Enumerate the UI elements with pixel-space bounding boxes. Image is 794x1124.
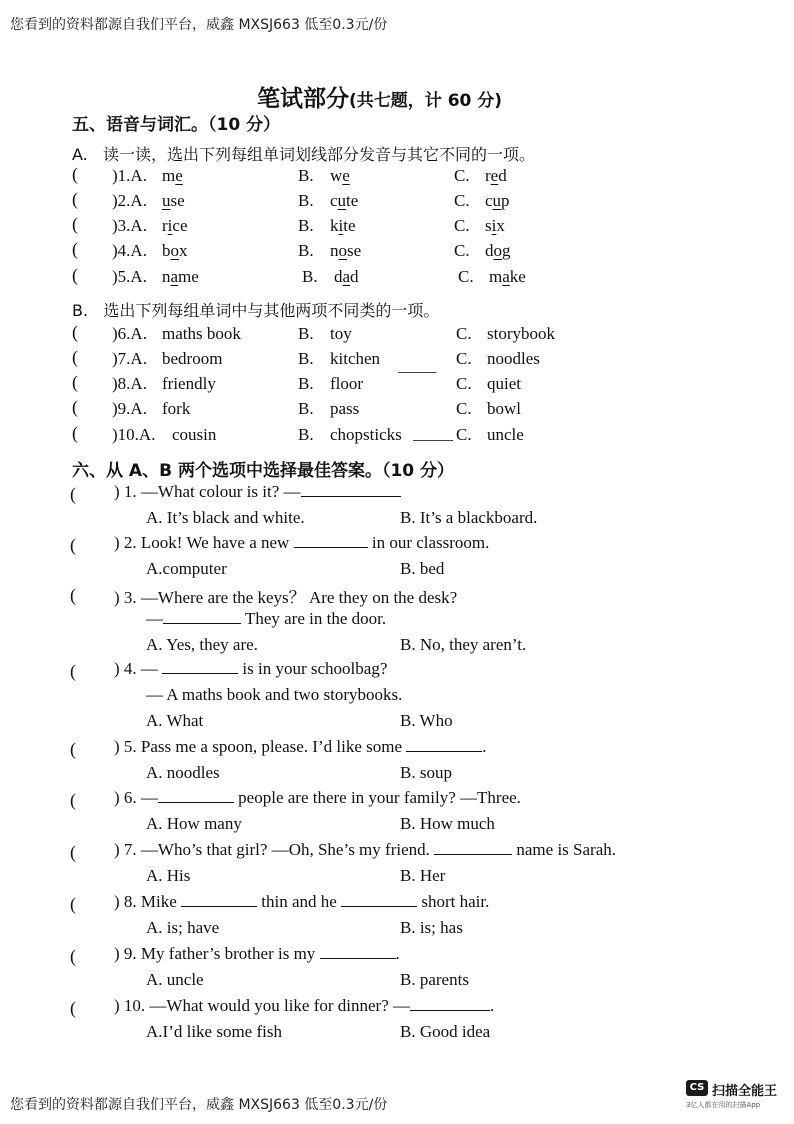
answer-paren[interactable]: (	[72, 214, 78, 234]
section5-heading: 五、语音与词汇。（10 分）	[72, 115, 281, 135]
text-segment: .	[490, 996, 495, 1015]
question-followup	[146, 685, 402, 705]
option-label: C.	[454, 216, 470, 235]
answer-paren[interactable]: (	[70, 585, 76, 605]
text-segment: thin and he	[257, 892, 342, 911]
option-label: C.	[456, 349, 472, 368]
word-und: a	[342, 267, 351, 286]
text-segment: .	[482, 737, 487, 756]
option-b: kitchen	[330, 349, 381, 368]
text-segment: is in your schoolbag?	[238, 659, 388, 678]
option-c: bowl	[487, 399, 521, 418]
option-b: floor	[330, 374, 364, 393]
option-label: B.	[298, 241, 314, 260]
option-label: B.	[298, 324, 314, 343]
answer-blank[interactable]	[181, 905, 257, 907]
option-a: A. What	[146, 711, 204, 730]
partB-label: B.	[72, 301, 89, 320]
option-label: B.	[298, 216, 314, 235]
option-word	[485, 191, 510, 211]
answer-blank[interactable]	[406, 750, 482, 752]
word-und: i	[167, 216, 173, 235]
word-pre: b	[162, 241, 171, 260]
cs-logo-icon: CS	[686, 1080, 708, 1096]
word-pre: m	[489, 267, 503, 286]
word-post: te	[346, 191, 359, 210]
text-segment: .	[395, 944, 400, 963]
text-segment: name is Sarah.	[512, 840, 616, 859]
question-text	[114, 892, 489, 912]
answer-paren[interactable]: (	[70, 842, 76, 862]
option-a: A.I’d like some fish	[146, 1022, 282, 1041]
option-c: storybook	[487, 324, 555, 343]
option-word	[485, 216, 505, 236]
word-und: o	[170, 241, 179, 260]
word-pre: r	[162, 216, 168, 235]
word-post: te	[343, 216, 356, 235]
title-main: 笔试部分	[257, 86, 349, 112]
word-und: o	[338, 241, 347, 260]
partA-instruction: A. 读一读，选出下列每组单词划线部分发音与其它不同的一项。	[72, 145, 536, 164]
word-und: u	[492, 191, 502, 210]
word-und: i	[491, 216, 497, 235]
option-label: C.	[454, 191, 470, 210]
text-segment: ) 4. —	[114, 659, 163, 678]
option-b: B. bed	[400, 559, 445, 578]
word-post: se	[347, 241, 362, 260]
option-label: B.	[298, 425, 314, 444]
word-post: x	[496, 216, 505, 235]
question-number: )2.A.	[112, 191, 147, 210]
option-a: bedroom	[162, 349, 223, 368]
option-b: B. No, they aren’t.	[400, 635, 527, 654]
word-und: u	[162, 191, 171, 210]
text-segment: ) 9. My father’s brother is my	[114, 944, 320, 963]
option-label: C.	[456, 399, 472, 418]
question-number: )1.A.	[112, 166, 147, 185]
word-und: e	[490, 166, 499, 185]
answer-paren[interactable]: (	[70, 894, 76, 914]
answer-blank[interactable]	[434, 853, 512, 855]
option-word	[485, 241, 511, 261]
option-word	[330, 191, 358, 211]
answer-paren[interactable]: (	[72, 322, 78, 342]
partB-instruction: B. 选出下列每组单词中与其他两项不同类的一项。	[72, 301, 440, 320]
answer-blank[interactable]	[301, 495, 401, 497]
question-text	[114, 788, 521, 808]
option-a: A. How many	[146, 814, 242, 833]
option-a: friendly	[162, 374, 216, 393]
word-pre: c	[330, 191, 338, 210]
question-text	[114, 659, 387, 679]
option-label: B.	[302, 267, 318, 286]
option-a: cousin	[172, 425, 217, 444]
partA-label: A.	[72, 145, 88, 164]
option-label: C.	[456, 374, 472, 393]
word-post: p	[501, 191, 510, 210]
word-pre: r	[485, 166, 491, 185]
word-und: e	[175, 166, 183, 185]
option-a: A. is; have	[146, 918, 220, 937]
section6-heading: 六、从 A、B 两个选项中选择最佳答案。（10 分）	[72, 461, 455, 481]
option-label: B.	[298, 349, 314, 368]
word-pre: w	[330, 166, 343, 185]
answer-paren[interactable]: (	[70, 790, 76, 810]
option-a: A. His	[146, 866, 191, 885]
word-und: o	[493, 241, 502, 260]
option-word	[489, 267, 526, 287]
option-label: C.	[456, 324, 472, 343]
answer-paren[interactable]: (	[72, 347, 78, 367]
option-a: A. Yes, they are.	[146, 635, 258, 654]
question-followup	[146, 609, 386, 629]
option-b: B. is; has	[400, 918, 463, 937]
option-a: maths book	[162, 324, 241, 343]
option-a: A. It’s black and white.	[146, 508, 305, 527]
word-pre: m	[162, 166, 176, 185]
word-post: se	[170, 191, 185, 210]
text-segment: — A maths book and two storybooks.	[146, 685, 403, 704]
text-segment: ) 10. —What would you like for dinner? —	[114, 996, 411, 1015]
word-und: u	[337, 191, 347, 210]
option-label: C.	[454, 241, 470, 260]
option-word	[330, 216, 356, 236]
question-number: )9.A.	[112, 399, 147, 418]
word-post: d	[498, 166, 507, 185]
text-segment: —	[146, 609, 163, 628]
option-label: C.	[454, 166, 470, 185]
text-segment: ) 8. Mike	[114, 892, 182, 911]
answer-paren[interactable]: (	[72, 397, 78, 417]
option-c: uncle	[487, 425, 524, 444]
scanner-app-tagline: 3亿人都在用的扫描App	[686, 1101, 761, 1109]
word-post: d	[350, 267, 359, 286]
page-title	[257, 80, 502, 113]
option-a: A. noodles	[146, 763, 220, 782]
word-post: ke	[509, 267, 526, 286]
answer-blank[interactable]	[320, 957, 396, 959]
scanner-app-name: 扫描全能王	[712, 1084, 778, 1099]
text-segment: people are there in your family? —Three.	[233, 788, 521, 807]
question-text	[114, 533, 489, 553]
text-segment: They are in the door.	[241, 609, 387, 628]
text-segment: ) 2. Look! We have a new	[114, 533, 294, 552]
text-segment: in our classroom.	[367, 533, 490, 552]
word-post: ce	[172, 216, 188, 235]
answer-paren[interactable]: (	[70, 535, 76, 555]
answer-paren[interactable]: (	[72, 164, 78, 184]
option-word	[330, 241, 361, 261]
option-label: B.	[298, 399, 314, 418]
option-word	[162, 241, 188, 261]
word-und: a	[170, 267, 179, 286]
option-a: fork	[162, 399, 191, 418]
option-b: B. Who	[400, 711, 453, 730]
answer-blank[interactable]	[294, 546, 368, 548]
option-b: B. parents	[400, 970, 469, 989]
answer-blank[interactable]	[162, 672, 238, 674]
question-number: )7.A.	[112, 349, 147, 368]
answer-paren[interactable]: (	[72, 239, 78, 259]
word-pre: n	[162, 267, 171, 286]
answer-blank[interactable]	[163, 622, 241, 624]
answer-paren[interactable]: (	[72, 265, 78, 285]
text-segment: ) 6. —	[114, 788, 158, 807]
option-b: B. soup	[400, 763, 452, 782]
word-pre: s	[485, 216, 492, 235]
question-text	[114, 737, 487, 757]
text-segment: ) 1. —What colour is it? —	[114, 482, 301, 501]
option-a: A. uncle	[146, 970, 204, 989]
word-pre: k	[330, 216, 339, 235]
question-text	[114, 996, 494, 1016]
word-post: me	[178, 267, 199, 286]
scan-mark	[398, 372, 436, 373]
option-word	[162, 166, 183, 186]
option-word	[162, 191, 185, 211]
word-pre: c	[485, 191, 493, 210]
option-b: toy	[330, 324, 352, 343]
option-label: C.	[456, 425, 472, 444]
text-segment: ) 5. Pass me a spoon, please. I’d like some	[114, 737, 407, 756]
question-text	[114, 583, 457, 608]
question-number: )6.A.	[112, 324, 147, 343]
answer-blank[interactable]	[410, 1009, 490, 1011]
option-b: B. Good idea	[400, 1022, 491, 1041]
word-post: g	[502, 241, 511, 260]
option-word	[485, 166, 507, 186]
option-b: B. How much	[400, 814, 495, 833]
answer-paren[interactable]: (	[70, 661, 76, 681]
watermark-bottom: 您看到的资料都源自我们平台，威鑫 MXSJ663 低至0.3元/份	[10, 1097, 388, 1113]
text-segment: ) 7. —Who’s that girl? —Oh, She’s my friend.	[114, 840, 435, 859]
question-number: )4.A.	[112, 241, 147, 260]
word-und: a	[502, 267, 510, 286]
option-a: A.computer	[146, 559, 227, 578]
word-post: x	[179, 241, 188, 260]
word-pre: d	[485, 241, 494, 260]
option-word	[330, 166, 350, 186]
question-number: )10.A.	[112, 425, 156, 444]
question-number: )5.A.	[112, 267, 147, 286]
option-label: C.	[458, 267, 474, 286]
question-number: )3.A.	[112, 216, 147, 235]
answer-paren[interactable]: (	[72, 372, 78, 392]
answer-blank[interactable]	[341, 905, 417, 907]
option-c: noodles	[487, 349, 540, 368]
option-b: chopsticks	[330, 425, 402, 444]
option-label: B.	[298, 166, 314, 185]
option-label: B.	[298, 374, 314, 393]
answer-paren[interactable]: (	[70, 484, 76, 504]
question-text	[114, 944, 400, 964]
watermark-top: 您看到的资料都源自我们平台，威鑫 MXSJ663 低至0.3元/份	[10, 17, 388, 33]
option-word	[162, 216, 188, 236]
answer-blank[interactable]	[158, 801, 234, 803]
word-und: e	[342, 166, 350, 185]
scan-mark	[413, 440, 453, 441]
answer-paren[interactable]: (	[72, 423, 78, 443]
answer-paren[interactable]: (	[70, 946, 76, 966]
question-text	[114, 840, 616, 860]
word-pre: n	[330, 241, 339, 260]
word-pre: d	[334, 267, 343, 286]
title-sub: (共七题，计 60 分)	[349, 91, 503, 111]
option-c: quiet	[487, 374, 521, 393]
option-word	[334, 267, 359, 287]
text-segment: short hair.	[417, 892, 490, 911]
answer-paren[interactable]: (	[72, 189, 78, 209]
text-segment: ) 3. —Where are the keys？ Are they on the desk?	[114, 588, 458, 607]
answer-paren[interactable]: (	[70, 998, 76, 1018]
option-b: B. It’s a blackboard.	[400, 508, 538, 527]
option-b: B. Her	[400, 866, 446, 885]
option-label: B.	[298, 191, 314, 210]
question-text	[114, 482, 401, 502]
answer-paren[interactable]: (	[70, 739, 76, 759]
word-und: i	[338, 216, 344, 235]
option-b: pass	[330, 399, 360, 418]
question-number: )8.A.	[112, 374, 147, 393]
option-word	[162, 267, 199, 287]
